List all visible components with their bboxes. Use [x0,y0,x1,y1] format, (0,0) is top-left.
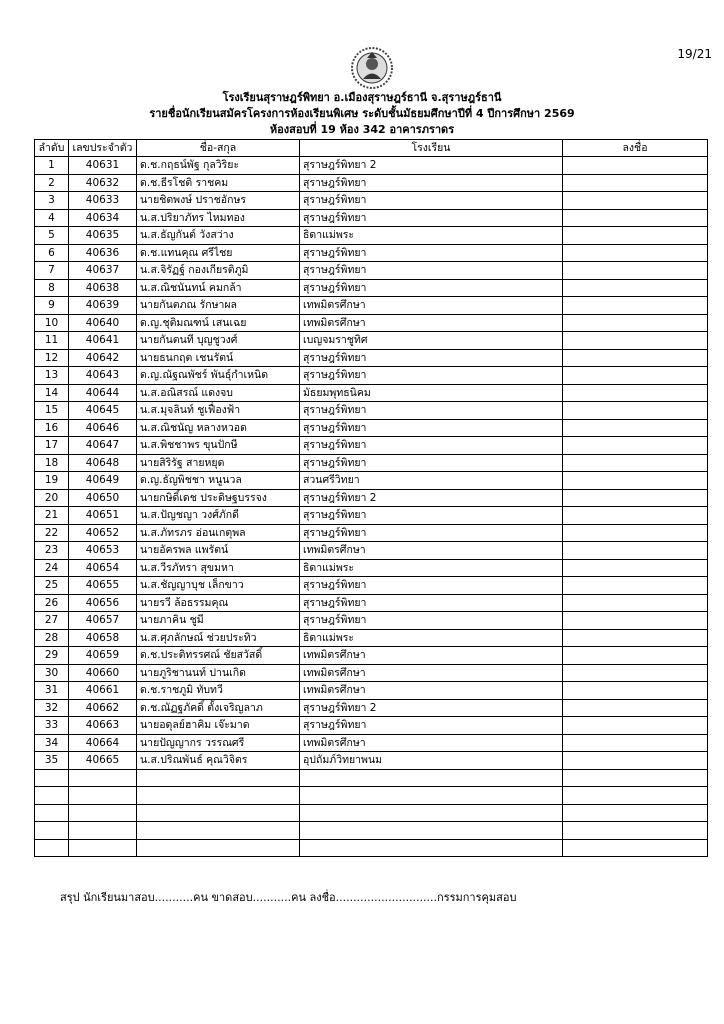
blank-cell [137,822,300,840]
row-number: 17 [35,437,69,455]
row-number: 20 [35,489,69,507]
exam-summary-line: สรุป นักเรียนมาสอบ...........คน ขาดสอบ...........คน ลงชื่อ.............................กรรมการคุมสอบ [60,891,517,904]
table-row [35,612,708,630]
table-row [35,542,708,560]
blank-cell [69,769,137,787]
school-name: สุราษฎร์พิทยา [300,419,563,437]
student-name: ด.ช.ราชภูมิ ทับทวี [137,682,300,700]
table-row [35,507,708,525]
student-id: 40649 [69,472,137,490]
blank-cell [300,787,563,805]
table-row [35,594,708,612]
student-name: น.ส.ภัทรภร อ่อนเกตุพล [137,524,300,542]
student-id: 40639 [69,297,137,315]
document-header [0,90,724,138]
row-number: 2 [35,174,69,192]
student-name: นายอัครพล แพรัตน์ [137,542,300,560]
row-number: 24 [35,559,69,577]
student-name: นายอดุลย์ฮาคิม เจ๊ะมาด [137,717,300,735]
signature-cell [563,209,708,227]
student-id: 40662 [69,699,137,717]
student-name: ด.ช.กฤธน์พัฐ กุลวิริยะ [137,157,300,175]
student-name: ด.ญ.ชุติมณฑน์ เสนเฉย [137,314,300,332]
school-name: สุราษฎร์พิทยา 2 [300,489,563,507]
row-number: 19 [35,472,69,490]
blank-cell [69,787,137,805]
school-name: สุราษฎร์พิทยา [300,367,563,385]
student-id: 40659 [69,647,137,665]
student-name: ด.ช.แทนคุณ ศรีไชย [137,244,300,262]
student-name: ด.ญ.ณัฐณพัชร์ พันธุ์กำเหนิด [137,367,300,385]
school-name: เทพมิตรศึกษา [300,664,563,682]
student-id: 40655 [69,577,137,595]
blank-cell [69,839,137,857]
student-id: 40657 [69,612,137,630]
student-name: น.ส.ศุภลักษณ์ ช่วยประทิว [137,629,300,647]
student-id: 40648 [69,454,137,472]
row-number: 18 [35,454,69,472]
row-number: 7 [35,262,69,280]
signature-cell [563,279,708,297]
table-row [35,262,708,280]
row-number: 1 [35,157,69,175]
school-name: สุราษฎร์พิทยา [300,577,563,595]
school-name: สุราษฎร์พิทยา [300,717,563,735]
row-number: 14 [35,384,69,402]
student-id: 40664 [69,734,137,752]
signature-cell [563,524,708,542]
school-name: สุราษฎร์พิทยา [300,244,563,262]
table-row [35,629,708,647]
student-id: 40642 [69,349,137,367]
row-number: 15 [35,402,69,420]
school-name: สุราษฎร์พิทยา [300,174,563,192]
blank-cell [300,804,563,822]
blank-cell [563,839,708,857]
table-row [35,349,708,367]
student-name: นายรวี ล้อธรรมคุณ [137,594,300,612]
student-id: 40632 [69,174,137,192]
student-name: น.ส.วีรภัทรา สุขมหา [137,559,300,577]
table-row [35,577,708,595]
school-name: สุราษฎร์พิทยา 2 [300,157,563,175]
blank-cell [35,822,69,840]
row-number: 26 [35,594,69,612]
table-row [35,717,708,735]
school-name: สุราษฎร์พิทยา [300,209,563,227]
student-id: 40653 [69,542,137,560]
table-row [35,437,708,455]
signature-cell [563,699,708,717]
school-name: สุราษฎร์พิทยา [300,507,563,525]
column-header-school: โรงเรียน [300,140,563,157]
signature-cell [563,507,708,525]
table-row [35,314,708,332]
school-name: อุปถัมภ์วิทยาพนม [300,752,563,770]
row-number: 16 [35,419,69,437]
student-id: 40636 [69,244,137,262]
blank-cell [563,769,708,787]
table-row [35,472,708,490]
student-name: น.ส.ณิชนัญ หลางหวอด [137,419,300,437]
signature-cell [563,472,708,490]
student-id: 40665 [69,752,137,770]
table-row [35,402,708,420]
table-row [35,699,708,717]
blank-cell [69,822,137,840]
signature-cell [563,734,708,752]
row-number: 29 [35,647,69,665]
table-row-blank [35,787,708,805]
row-number: 33 [35,717,69,735]
student-id: 40631 [69,157,137,175]
row-number: 28 [35,629,69,647]
student-name: น.ส.อณิสรณ์ แดงจบ [137,384,300,402]
school-name: สุราษฎร์พิทยา 2 [300,699,563,717]
column-header-no: ลำดับ [35,140,69,157]
row-number: 25 [35,577,69,595]
row-number: 9 [35,297,69,315]
table-row [35,332,708,350]
table-row [35,384,708,402]
row-number: 31 [35,682,69,700]
school-name: สุราษฎร์พิทยา [300,612,563,630]
blank-cell [35,804,69,822]
signature-cell [563,559,708,577]
school-name: สุราษฎร์พิทยา [300,192,563,210]
student-name: ด.ช.ประติทรรศณ์ ชัยสวัสดิ์ [137,647,300,665]
school-name: เทพมิตรศึกษา [300,647,563,665]
school-name: สุราษฎร์พิทยา [300,279,563,297]
student-id: 40635 [69,227,137,245]
table-row [35,454,708,472]
row-number: 35 [35,752,69,770]
signature-cell [563,244,708,262]
signature-cell [563,629,708,647]
student-name: นายชิตพงษ์ ปราชอักษร [137,192,300,210]
header-school-line: โรงเรียนสุราษฎร์พิทยา อ.เมืองสุราษฎร์ธานี จ.สุราษฎร์ธานี [222,91,502,104]
signature-cell [563,647,708,665]
student-id: 40640 [69,314,137,332]
school-name: เทพมิตรศึกษา [300,542,563,560]
signature-cell [563,297,708,315]
row-number: 30 [35,664,69,682]
student-id: 40651 [69,507,137,525]
school-name: สุราษฎร์พิทยา [300,349,563,367]
signature-cell [563,174,708,192]
table-row-blank [35,822,708,840]
student-id: 40645 [69,402,137,420]
student-name: นายกันตนที บุญชูวงศ์ [137,332,300,350]
table-row [35,244,708,262]
student-id: 40638 [69,279,137,297]
school-name: เบญจมราชูทิศ [300,332,563,350]
signature-cell [563,314,708,332]
table-row [35,174,708,192]
row-number: 34 [35,734,69,752]
signature-cell [563,594,708,612]
row-number: 21 [35,507,69,525]
signature-cell [563,542,708,560]
header-list-title: รายชื่อนักเรียนสมัครโครงการห้องเรียนพิเศษ ระดับชั้นมัธยมศึกษาปีที่ 4 ปีการศึกษา 2569 [149,107,575,120]
signature-cell [563,437,708,455]
blank-cell [300,822,563,840]
signature-cell [563,192,708,210]
signature-cell [563,367,708,385]
signature-cell [563,349,708,367]
page-number: 19/21 [677,47,712,61]
school-name: สุราษฎร์พิทยา [300,594,563,612]
student-id: 40644 [69,384,137,402]
column-header-id: เลขประจำตัว [69,140,137,157]
student-name: นายธนกฤต เชนรัตน์ [137,349,300,367]
student-roster-table [34,139,708,857]
table-header-row [35,140,708,157]
student-id: 40658 [69,629,137,647]
blank-cell [137,839,300,857]
table-row-blank [35,769,708,787]
student-name: นายภูริชานนท์ ปานเกิด [137,664,300,682]
row-number: 23 [35,542,69,560]
student-id: 40646 [69,419,137,437]
signature-cell [563,489,708,507]
student-name: น.ส.ปริณพันธ์ คุณวิจิตร [137,752,300,770]
blank-cell [35,839,69,857]
student-id: 40663 [69,717,137,735]
signature-cell [563,717,708,735]
row-number: 4 [35,209,69,227]
column-header-signature: ลงชื่อ [563,140,708,157]
student-name: นายภาคิน ชูมี [137,612,300,630]
header-room-line: ห้องสอบที่ 19 ห้อง 342 อาคารภราดร [269,123,455,136]
signature-cell [563,612,708,630]
row-number: 12 [35,349,69,367]
signature-cell [563,682,708,700]
signature-cell [563,157,708,175]
school-name: เทพมิตรศึกษา [300,297,563,315]
school-name: ธิดาแม่พระ [300,227,563,245]
table-row [35,227,708,245]
signature-cell [563,752,708,770]
signature-cell [563,332,708,350]
table-row [35,647,708,665]
student-name: นายปัญญากร วรรณศรี [137,734,300,752]
school-name: สุราษฎร์พิทยา [300,262,563,280]
student-name: นายกษิดิ์เดช ประดิษฐบรรจง [137,489,300,507]
signature-cell [563,402,708,420]
table-row [35,682,708,700]
student-id: 40660 [69,664,137,682]
row-number: 11 [35,332,69,350]
student-id: 40650 [69,489,137,507]
school-name: สุราษฎร์พิทยา [300,402,563,420]
student-name: นายกันตภณ รักษาผล [137,297,300,315]
blank-cell [137,804,300,822]
row-number: 32 [35,699,69,717]
table-row [35,192,708,210]
row-number: 5 [35,227,69,245]
school-name: สวนศรีวิทยา [300,472,563,490]
student-id: 40637 [69,262,137,280]
table-row [35,297,708,315]
school-name: ธิดาแม่พระ [300,629,563,647]
blank-cell [137,769,300,787]
student-name: ด.ช.ณัฏฐภัคดิ์ ตั้งเจริญลาภ [137,699,300,717]
student-id: 40643 [69,367,137,385]
school-name: มัธยมพุทธนิคม [300,384,563,402]
student-id: 40652 [69,524,137,542]
blank-cell [563,787,708,805]
blank-cell [137,787,300,805]
row-number: 27 [35,612,69,630]
row-number: 22 [35,524,69,542]
row-number: 13 [35,367,69,385]
student-name: นายสิริรัฐ สายหยุด [137,454,300,472]
school-name: เทพมิตรศึกษา [300,314,563,332]
school-name: สุราษฎร์พิทยา [300,454,563,472]
row-number: 3 [35,192,69,210]
student-id: 40647 [69,437,137,455]
student-name: น.ส.ปริยาภัทร ไหมทอง [137,209,300,227]
blank-cell [563,804,708,822]
table-row [35,752,708,770]
blank-cell [300,839,563,857]
table-row [35,734,708,752]
blank-cell [35,787,69,805]
student-name: ด.ช.ธีรโชติ ราชคม [137,174,300,192]
school-name: ธิดาแม่พระ [300,559,563,577]
row-number: 10 [35,314,69,332]
student-name: น.ส.มุจลินท์ ชูเฟื่องฟ้า [137,402,300,420]
row-number: 8 [35,279,69,297]
student-id: 40634 [69,209,137,227]
student-id: 40641 [69,332,137,350]
signature-cell [563,577,708,595]
row-number: 6 [35,244,69,262]
table-row [35,209,708,227]
school-emblem-icon [350,46,394,90]
table-row [35,524,708,542]
student-name: น.ส.จิรัฏฐ์ กองเกียรติภูมิ [137,262,300,280]
table-row-blank [35,804,708,822]
student-id: 40633 [69,192,137,210]
column-header-name: ชื่อ-สกุล [137,140,300,157]
table-row [35,489,708,507]
student-id: 40656 [69,594,137,612]
student-name: น.ส.ชัญญาบุช เล็กขาว [137,577,300,595]
student-id: 40661 [69,682,137,700]
table-row [35,559,708,577]
school-name: สุราษฎร์พิทยา [300,437,563,455]
blank-cell [69,804,137,822]
table-row [35,279,708,297]
table-row [35,157,708,175]
signature-cell [563,384,708,402]
blank-cell [563,822,708,840]
blank-cell [35,769,69,787]
signature-cell [563,454,708,472]
signature-cell [563,262,708,280]
signature-cell [563,419,708,437]
table-row [35,664,708,682]
table-row [35,419,708,437]
table-row [35,367,708,385]
student-name: น.ส.ธัญกันต์ วังสว่าง [137,227,300,245]
student-name: น.ส.พิชชาพร ขุนปักษี [137,437,300,455]
student-id: 40654 [69,559,137,577]
signature-cell [563,664,708,682]
school-name: เทพมิตรศึกษา [300,682,563,700]
student-name: ด.ญ.ธัญพิชชา หนูนวล [137,472,300,490]
table-row-blank [35,839,708,857]
signature-cell [563,227,708,245]
school-name: เทพมิตรศึกษา [300,734,563,752]
student-name: น.ส.ปัญชญา วงศ์ภักดี [137,507,300,525]
school-name: สุราษฎร์พิทยา [300,524,563,542]
blank-cell [300,769,563,787]
student-name: น.ส.ณิชนันทน์ คมกล้า [137,279,300,297]
